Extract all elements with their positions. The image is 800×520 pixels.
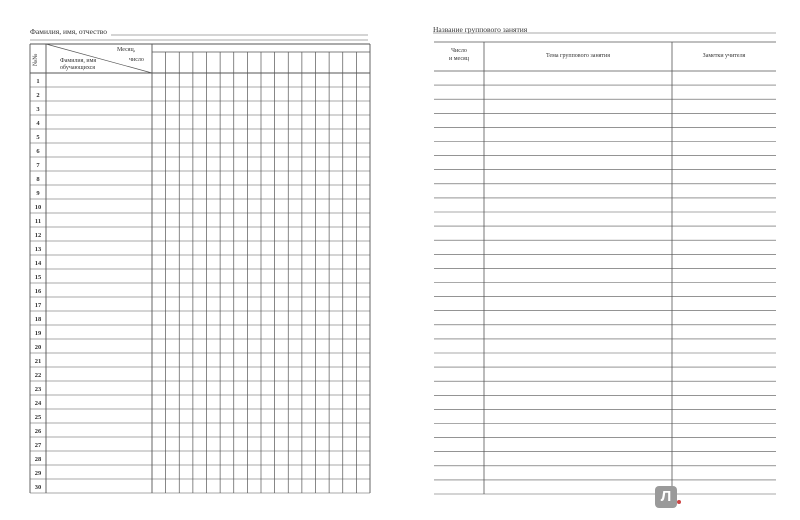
row-number: 12 — [34, 232, 42, 239]
group-lessons-page — [400, 0, 800, 520]
row-number: 29 — [34, 470, 42, 477]
row-number: 27 — [34, 442, 42, 449]
group-lesson-title-label: Название группового занятия — [433, 25, 528, 34]
row-number: 13 — [34, 246, 42, 253]
name-header-line2: обучающихся — [60, 65, 96, 71]
row-number: 26 — [34, 428, 42, 435]
row-number: 24 — [34, 400, 42, 407]
date-header-line1: Число — [451, 48, 467, 54]
row-number: 25 — [34, 414, 42, 421]
row-number: 20 — [34, 344, 42, 351]
row-number: 15 — [34, 274, 42, 281]
lessons-table — [400, 0, 800, 520]
row-number: 11 — [34, 218, 42, 225]
row-number: 21 — [34, 358, 42, 365]
row-number: 9 — [36, 190, 40, 197]
topic-header: Тема группового занятия — [545, 53, 611, 59]
row-number: 4 — [36, 120, 40, 127]
row-number: 1 — [36, 78, 40, 85]
date-header-line1: Месяц, — [117, 47, 136, 53]
row-number: 8 — [36, 176, 40, 183]
row-number: 17 — [34, 302, 42, 309]
labirint-logo: Л — [655, 486, 677, 508]
row-number: 30 — [34, 484, 42, 491]
row-number: 14 — [34, 260, 42, 267]
notes-header: Заметки учителя — [702, 53, 746, 59]
row-number: 22 — [34, 372, 42, 379]
num-header: №№ — [32, 53, 39, 66]
row-number: 16 — [34, 288, 42, 295]
row-number: 3 — [36, 106, 40, 113]
date-header-line2: число — [129, 57, 144, 63]
row-number: 23 — [34, 386, 42, 393]
row-number: 28 — [34, 456, 42, 463]
row-number: 2 — [36, 92, 40, 99]
full-name-label: Фамилия, имя, отчество — [30, 27, 107, 36]
row-number: 10 — [34, 204, 42, 211]
row-number: 7 — [36, 162, 40, 169]
name-header-line1: Фамилия, имя — [60, 58, 97, 64]
row-number: 6 — [36, 148, 40, 155]
row-number: 5 — [36, 134, 40, 141]
row-number: 18 — [34, 316, 42, 323]
logo-dot — [677, 500, 681, 504]
row-number: 19 — [34, 330, 42, 337]
date-header-line2: и месяц — [449, 56, 469, 62]
